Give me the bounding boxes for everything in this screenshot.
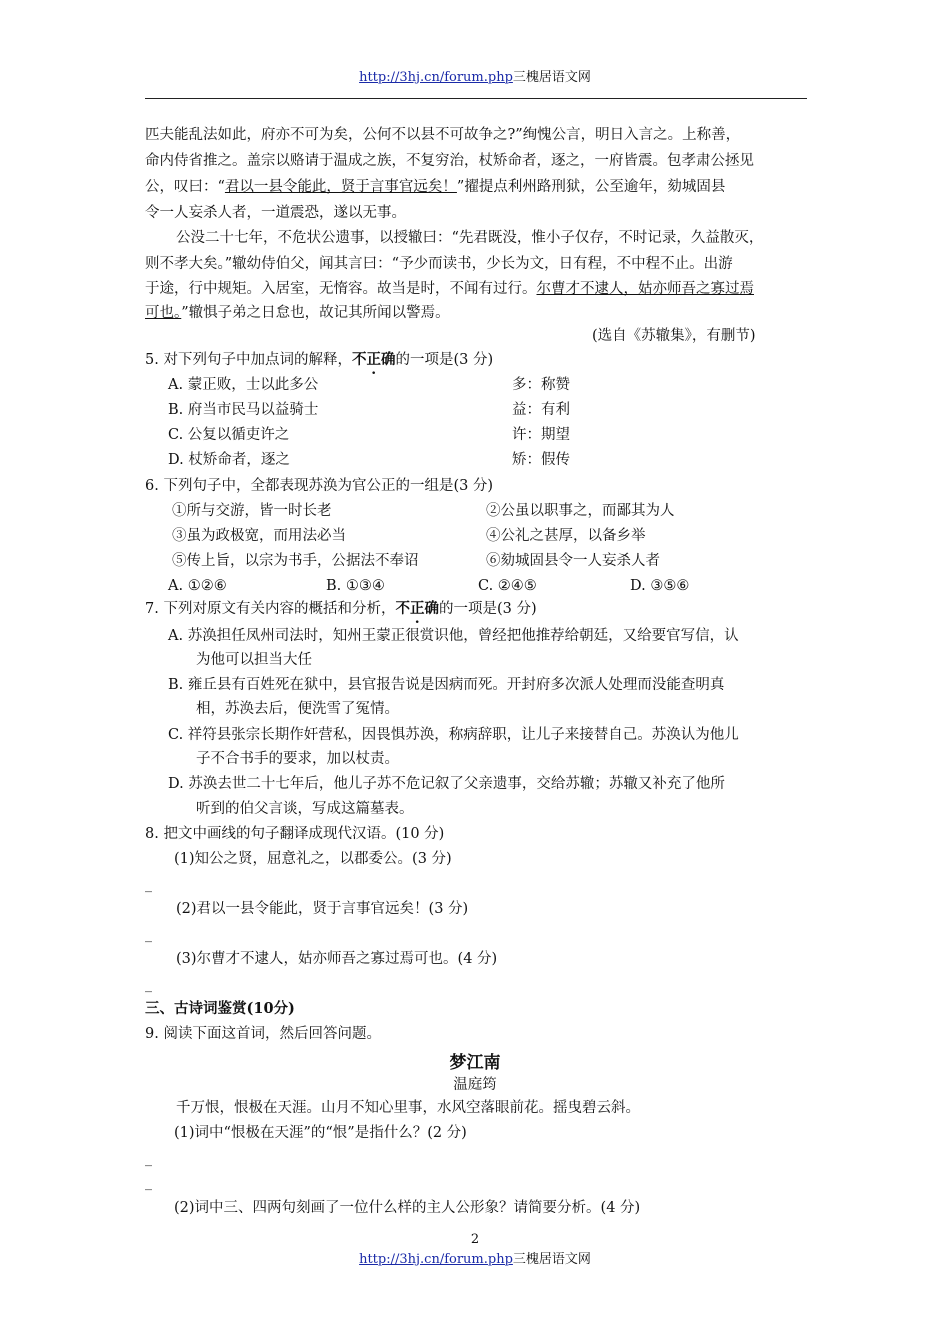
q6-choice: C. ②④⑤ [478,578,537,594]
q7-option: 为他可以担当大任 [196,652,312,668]
poem-text: 千万恨，恨极在天涯。山月不知心里事，水风空落眼前花。摇曳碧云斜。 [176,1100,640,1116]
q7-option: D. 苏涣去世二十七年后，他儿子苏不危记叙了父亲遗事，交给苏辙；苏辙又补充了他所 [168,776,725,792]
q6-item: ②公虽以职事之，而鄙其为人 [486,503,675,519]
q8-sub: (3)尔曹才不逮人，姑亦师吾之寡过焉可也。(4 分) [176,951,498,967]
q6-choice: A. ①②⑥ [168,578,227,594]
header-site-name: 三槐居语文网 [512,70,591,85]
header-link[interactable]: http://3hj.cn/forum.php [359,70,513,85]
passage-line: 于途，行中规矩。入居室，无惰容。故当是时，不闻有过行。尔曹才不逮人，姑亦师吾之寡过焉 [145,281,754,297]
q7-option: A. 苏涣担任凤州司法时，知州王蒙正很赏识他，曾经把他推荐给朝廷，又给要官写信，认 [168,628,739,644]
question-7-stem: 7. 下列对原文有关内容的概括和分析，不正确的一项是(3 分) [145,600,537,617]
passage-line: 令一人妄杀人者，一道震恐，遂以无事。 [145,205,406,221]
answer-blank[interactable]: _ [145,1151,152,1167]
q5-option: A. 蒙正败，士以此多公 [168,377,319,393]
q5-option-gloss: 许：期望 [512,427,570,443]
poem-title: 梦江南 [449,1053,501,1073]
question-5-stem: 5. 对下列句子中加点词的解释，不正确的一项是(3 分) [145,351,494,368]
q5-option: B. 府当市民马以益骑士 [168,402,319,418]
q7-option: 子不合书手的要求，加以杖责。 [196,751,399,767]
underlined-sentence: 可也。 [145,305,182,321]
q9-sub: (2)词中三、四两句刻画了一位什么样的主人公形象？请简要分析。(4 分) [174,1200,641,1216]
q7-option: 相，苏涣去后，便洗雪了冤情。 [196,701,399,717]
footer-link[interactable]: http://3hj.cn/forum.php [359,1252,513,1267]
answer-blank[interactable]: _ [145,1175,152,1191]
q8-sub: (2)君以一县令能此，贤于言事官远矣！(3 分) [176,901,469,917]
passage-line: 公没二十七年，不危状公遗事，以授辙曰：“先君既没，惟小子仅存，不时记录，久益散灭， [176,230,764,246]
header-rule [145,98,807,99]
q5-option: C. 公复以循吏许之 [168,427,290,443]
underlined-sentence: 尔曹才不逮人，姑亦师吾之寡过焉 [536,281,754,297]
q6-choice: B. ①③④ [326,578,385,594]
passage-line: 可也。”辙惧子弟之日怠也，故记其所闻以警焉。 [145,305,450,321]
q7-option: 听到的伯父言谈，写成这篇墓表。 [196,801,414,817]
emphasis-text: 不正确 [351,351,396,368]
page-header [0,66,950,85]
passage-line: 匹夫能乱法如此，府亦不可为矣，公何不以县不可故争之?”绚愧公言，明日入言之。上称善， [145,127,741,143]
passage-line: 则不孝大矣。”辙幼侍伯父，闻其言曰：“予少而读书，少长为文，日有程，不中程不止。出游 [145,256,733,272]
q7-option: C. 祥符县张宗长期作奸营私，因畏惧苏涣，称病辞职，让儿子来接替自己。苏涣认为他儿 [168,727,739,743]
underlined-sentence: 君以一县令能此，贤于言事官远矣！ [224,179,457,195]
page-footer [0,1248,950,1267]
emphasis-text: 不正确 [395,600,439,617]
question-6-stem: 6. 下列句子中，全都表现苏涣为官公正的一组是(3 分) [145,478,494,494]
question-9-stem: 9. 阅读下面这首词，然后回答问题。 [145,1026,381,1042]
passage-source: (选自《苏辙集》，有删节) [592,328,756,344]
q6-item: ①所与交游，皆一时长老 [172,503,332,519]
passage-line: 命内侍省推之。盖宗以赂请于温成之族，不复穷治，杖矫命者，逐之，一府皆震。包孝肃公拯见 [145,153,754,169]
q9-sub: (1)词中“恨极在天涯”的“恨”是指什么？(2 分) [174,1125,467,1141]
q6-choice: D. ③⑤⑥ [630,578,690,594]
q5-option-gloss: 益：有利 [512,402,570,418]
answer-blank[interactable]: _ [145,877,152,893]
q5-option-gloss: 矫：假传 [512,452,570,468]
q6-item: ⑥劾城固县令一人妄杀人者 [486,553,660,569]
passage-line: 公，叹曰：“君以一县令能此，贤于言事官远矣！”擢提点利州路刑狱，公至逾年，劾城固县 [145,179,726,195]
q6-item: ④公礼之甚厚，以备乡举 [486,528,646,544]
poem-author: 温庭筠 [453,1077,497,1093]
section-heading: 三、古诗词鉴赏(10分) [145,1000,295,1017]
answer-blank[interactable]: _ [145,977,152,993]
page-number: 2 [470,1232,480,1247]
q6-item: ③虽为政极宽，而用法必当 [172,528,346,544]
question-8-stem: 8. 把文中画线的句子翻译成现代汉语。(10 分) [145,826,445,842]
answer-blank[interactable]: _ [145,927,152,943]
q8-sub: (1)知公之贤，屈意礼之，以郡委公。(3 分) [174,851,452,867]
q5-option-gloss: 多：称赞 [512,377,570,393]
q7-option: B. 雍丘县有百姓死在狱中，县官报告说是因病而死。开封府多次派人处理而没能查明真 [168,677,725,693]
q6-item: ⑤传上旨，以宗为书手，公据法不奉诏 [172,553,419,569]
q5-option: D. 杖矫命者，逐之 [168,452,290,468]
footer-site-name: 三槐居语文网 [512,1252,591,1267]
